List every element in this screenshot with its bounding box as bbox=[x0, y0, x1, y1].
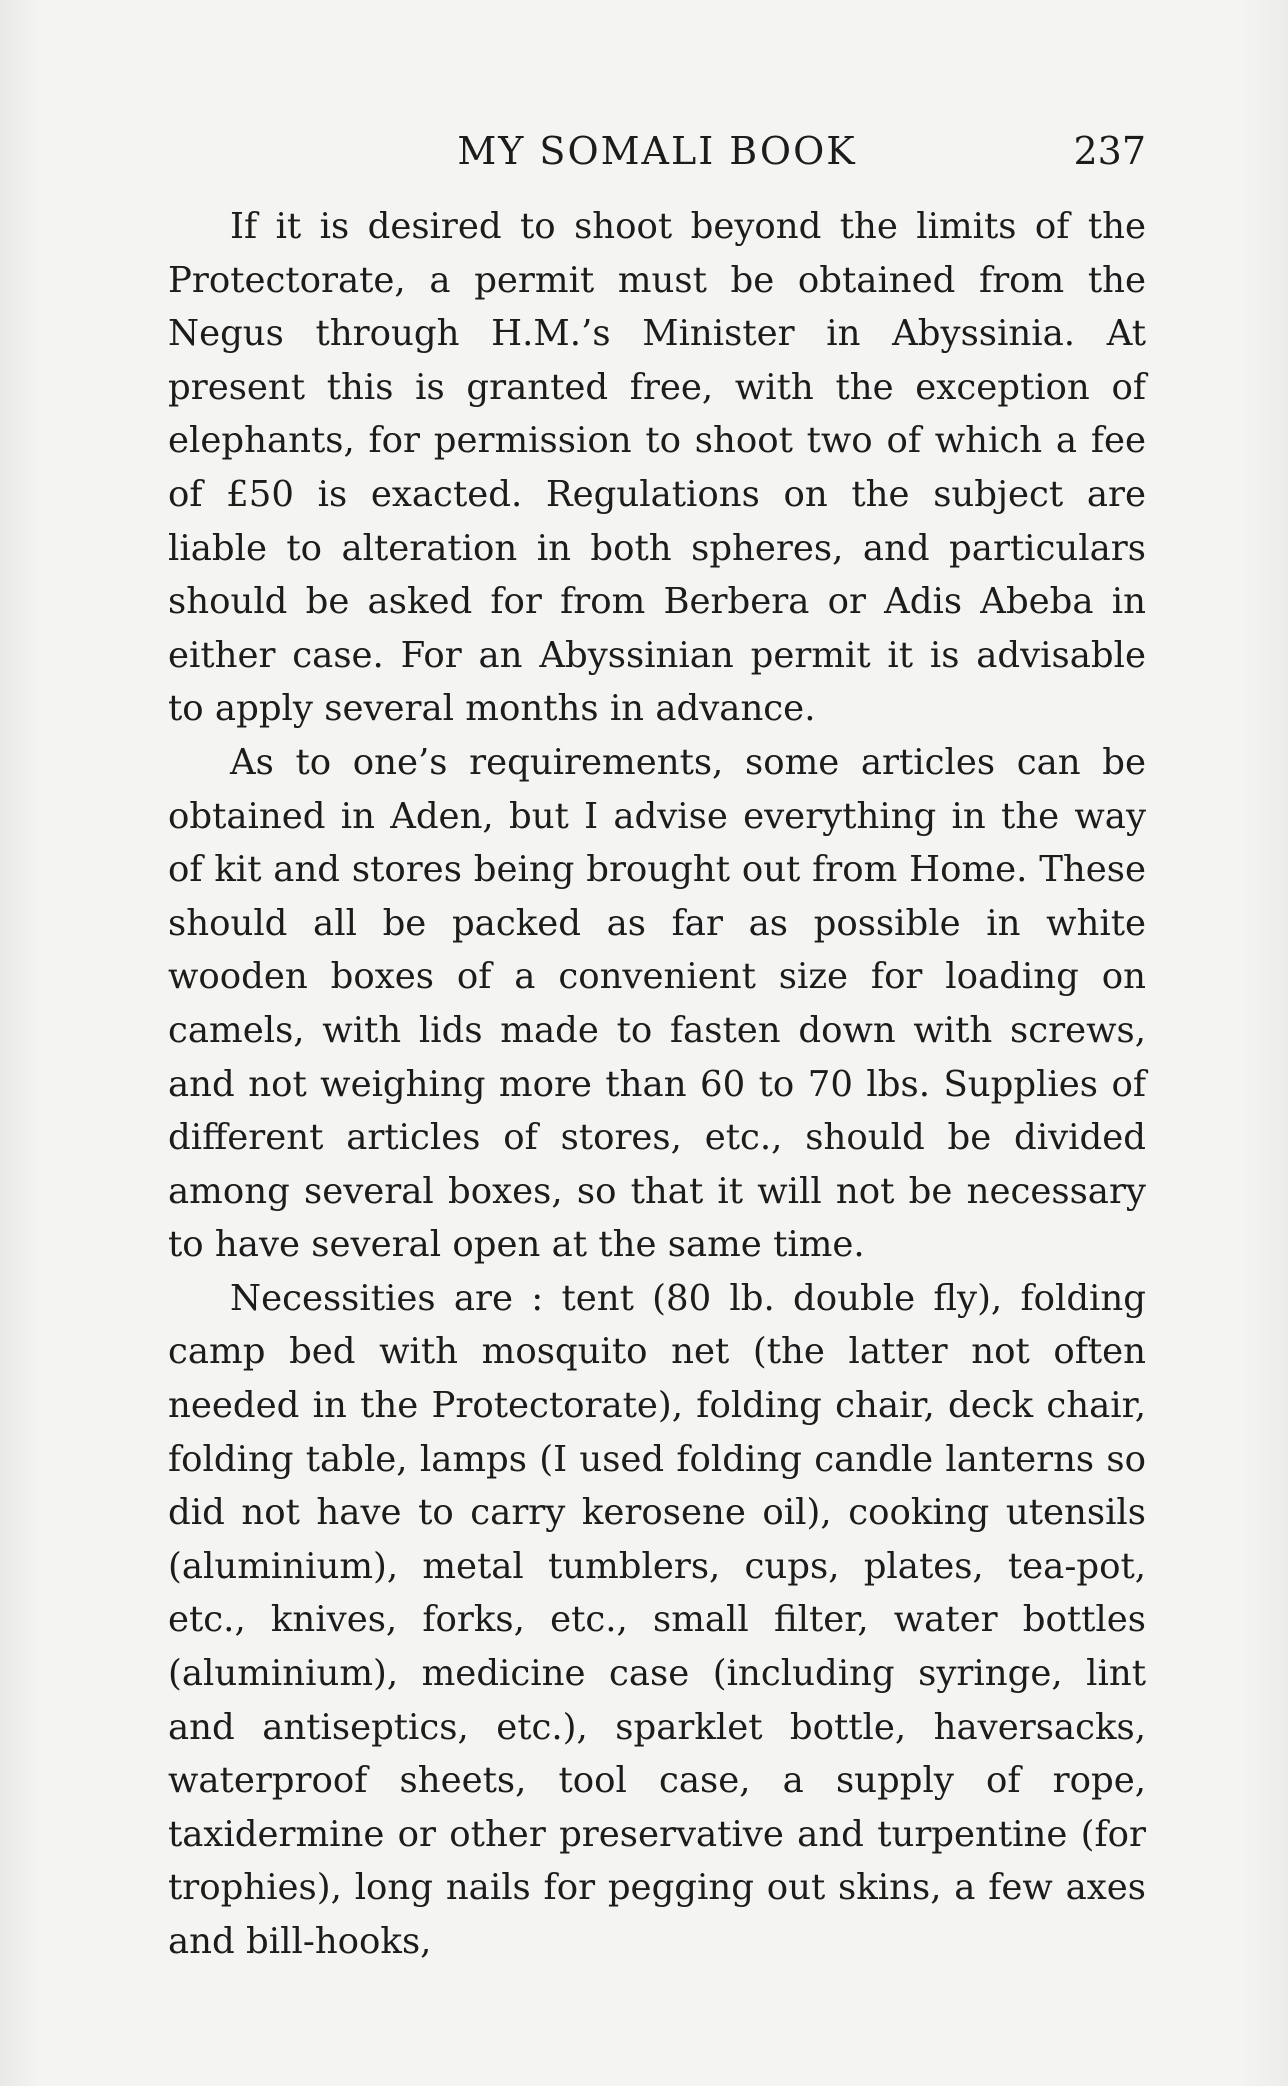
paragraph-necessities: Necessities are : tent (80 lb. double fly), folding camp bed with mosquito net (the latter not often needed in the Protectorate), folding chair, deck chair, folding table, lamps (I used folding candle lanterns so did not have to carry kerosene oil), cooking utensils (aluminium), metal tumblers, cups, plates, tea-pot, etc., knives, forks, etc., small filter, water bottles (aluminium), medicine case (including syringe, lint and antiseptics, etc.), sparklet bottle, haversacks, waterproof sheets, tool case, a supply of rope, taxidermine or other preservative and turpentine (for trophies), long nails for pegging out skins, a few axes and bill-hooks, bbox=[168, 1277, 1146, 1962]
paragraph-requirements: As to one’s requirements, some articles can be obtained in Aden, but I advise everything in the way of kit and stores being brought out from Home. These should all be packed as far as possible in white wooden boxes of a convenient size for loading on camels, with lids made to fasten down with screws, and not weighing more than 60 to 70 lbs. Supplies of different articles of stores, etc., should be divided among several boxes, so that it will not be necessary to have several open at the same time. bbox=[168, 741, 1146, 1266]
page-number: 237 bbox=[1073, 129, 1146, 173]
body-text bbox=[168, 200, 1146, 1969]
page-header bbox=[168, 126, 1146, 176]
running-title: MY SOMALI BOOK bbox=[457, 129, 857, 173]
paragraph-permit: If it is desired to shoot beyond the limits of the Protectorate, a permit must be obtained from the Negus through H.M.’s Minister in Abyssinia. At present this is granted free, with the exception of elephants, for permission to shoot two of which a fee of £50 is exacted. Regulations on the subject are liable to alteration in both spheres, and particulars should be asked for from Berbera or Adis Abeba in either case. For an Abyssinian permit it is advisable to apply several months in advance. bbox=[168, 206, 1146, 730]
